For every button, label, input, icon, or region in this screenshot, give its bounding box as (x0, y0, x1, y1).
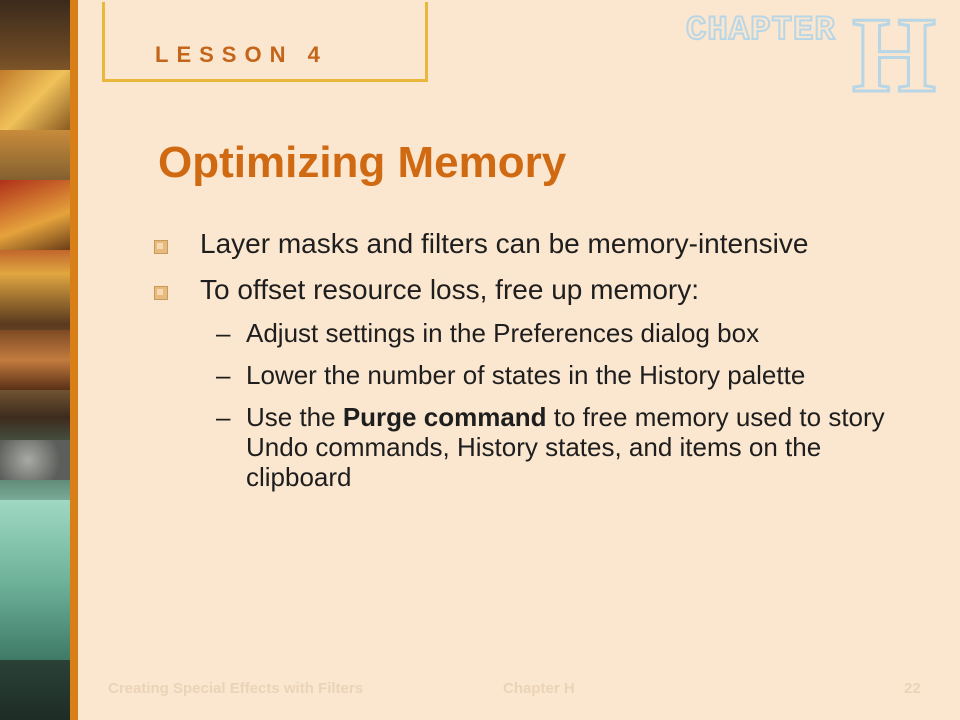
bullet-square-icon (154, 286, 168, 300)
sub-bullet-item (200, 402, 890, 492)
dash-icon: – (216, 318, 231, 348)
photo-band (0, 330, 70, 390)
sub-bullet-text-end: to free memory used to story Undo commands, History states, and items on the clipboard (246, 402, 885, 492)
bullet-text: To offset resource loss, free up memory: (200, 274, 700, 305)
chapter-word-logo: CHAPTER (686, 12, 836, 50)
photo-band (0, 440, 70, 480)
footer-chapter: Chapter H (503, 680, 575, 697)
orange-edge-stripe (70, 0, 78, 720)
slide-title: Optimizing Memory (158, 138, 567, 187)
dash-icon: – (216, 402, 231, 432)
lesson-label: LESSON 4 (155, 42, 328, 67)
decorative-photo-strip (0, 0, 70, 720)
bullet-item (150, 274, 890, 492)
sub-bullet-text: Adjust settings in the Preferences dialog box (246, 318, 760, 348)
chapter-letter-logo: H (852, 0, 937, 115)
sub-bullet-text-start: Use the (246, 402, 343, 432)
photo-band (0, 180, 70, 250)
sub-bullet-list (200, 318, 890, 492)
sub-bullet-item (200, 360, 890, 390)
dash-icon: – (216, 360, 231, 390)
purge-command-emphasis: Purge command (342, 402, 547, 432)
bullet-item (150, 228, 890, 260)
photo-band (0, 500, 70, 660)
sub-bullet-text: Lower the number of states in the History palette (246, 360, 806, 390)
photo-band (0, 70, 70, 130)
footer-page-number: 22 (904, 680, 921, 697)
sub-bullet-item (200, 318, 890, 348)
bullet-text: Layer masks and filters can be memory-intensive (200, 228, 809, 259)
bullet-list (150, 228, 890, 506)
footer-course-title: Creating Special Effects with Filters (108, 680, 364, 697)
bullet-square-icon (154, 240, 168, 254)
